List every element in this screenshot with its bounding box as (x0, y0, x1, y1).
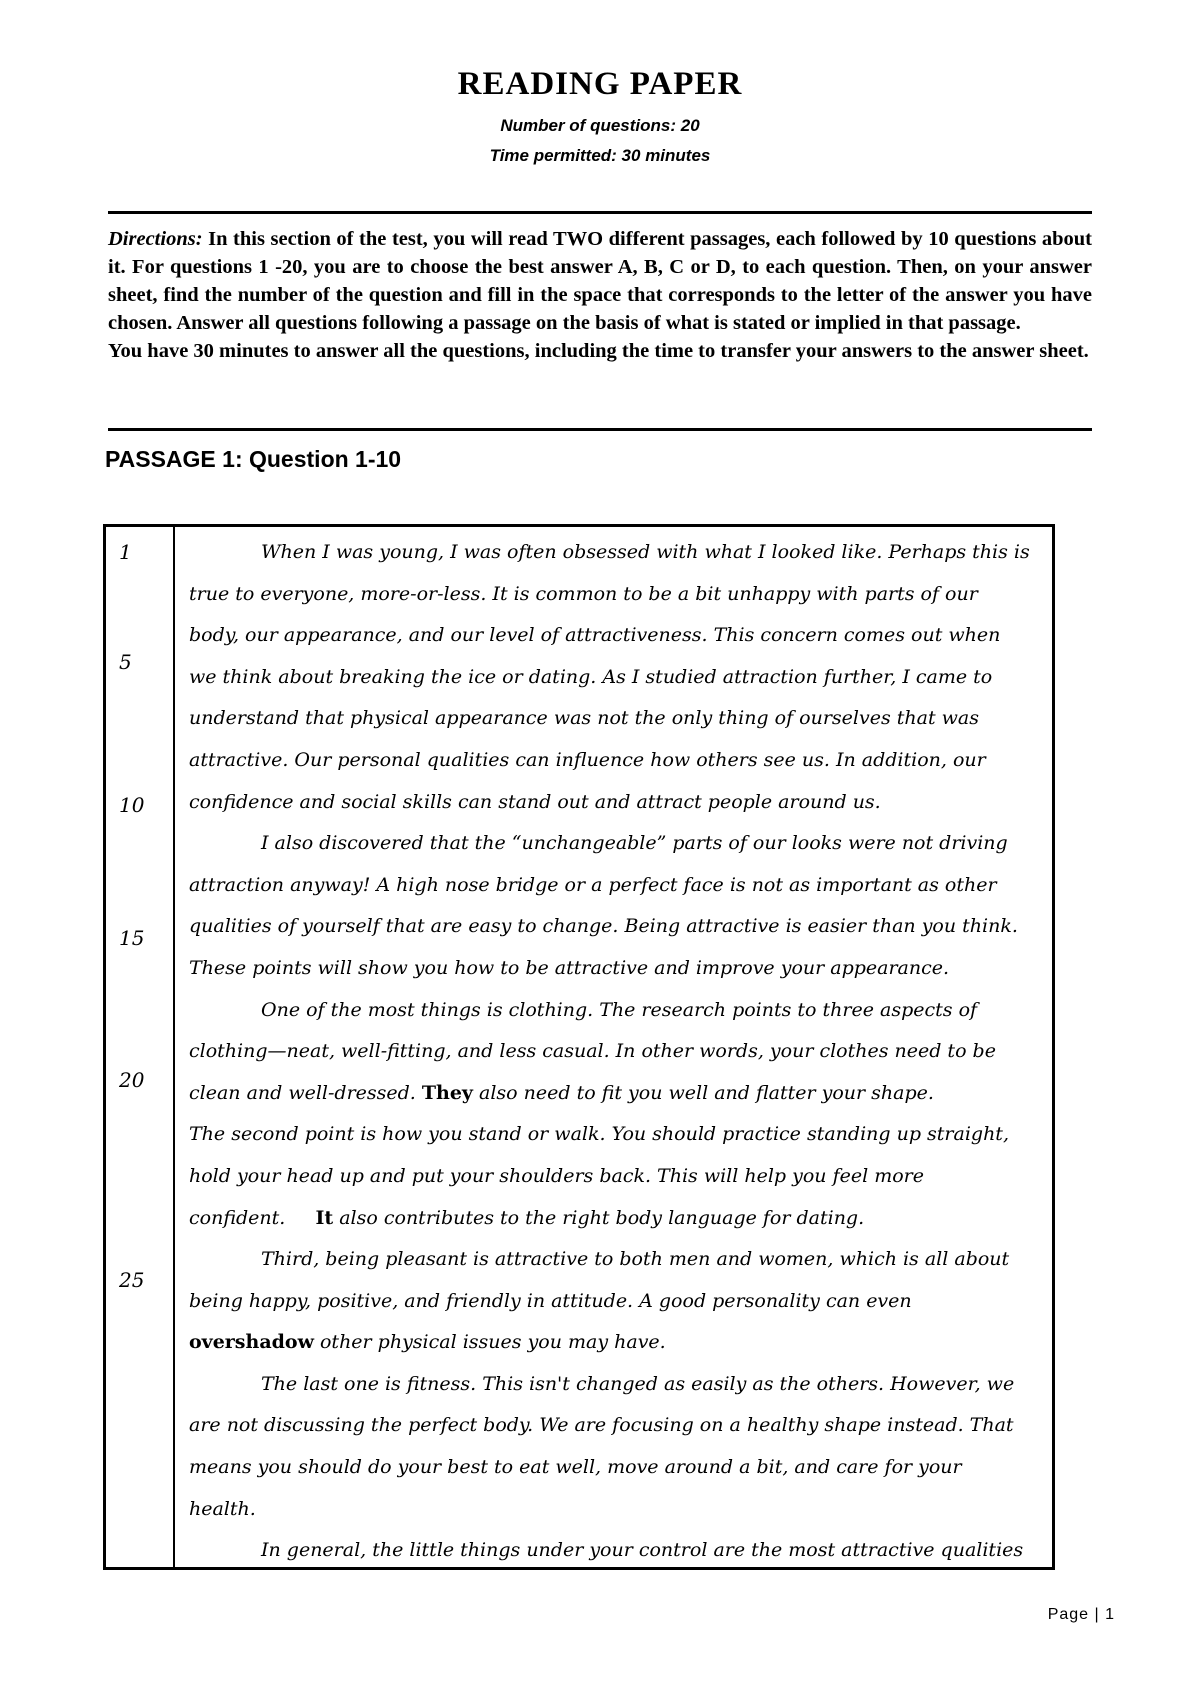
passage-line-text: confident. (189, 1206, 316, 1229)
page-title: READING PAPER (457, 66, 743, 102)
passage-line (189, 1073, 1038, 1115)
passage-line-text: other physical issues you may have. (313, 1331, 666, 1354)
passage-line-text: Third, being pleasant is attractive to both men and women, which is all about (261, 1248, 1010, 1271)
passage-line-text: understand that physical appearance was not the only thing of ourselves that was (189, 707, 979, 730)
bold-term: overshadow (189, 1331, 314, 1354)
passage-line (189, 657, 1038, 699)
subtitle-number-of-questions: Number of questions: 20 (500, 116, 700, 135)
line-number-marker: 1 (119, 540, 132, 564)
passage-line (189, 1405, 1038, 1447)
passage-line-text: These points will show you how to be attractive and improve your appearance. (189, 956, 950, 979)
line-number-marker: 10 (119, 793, 145, 817)
passage-1-heading: PASSAGE 1: Question 1-10 (105, 446, 402, 472)
passage-line (189, 1447, 1038, 1489)
directions-paragraph-2: You have 30 minutes to answer all the questions, including the time to transfer your answers to the answer sheet. (108, 340, 1089, 362)
passage-line-text: true to everyone, more-or-less. It is common to be a bit unhappy with parts of our (189, 582, 978, 605)
directions-text-1: In this section of the test, you will read TWO different passages, each followed by 10 questions about it. For questions 1 -20, you are to choose the best answer A, B, C or D, to each question. Then, on your answer sheet, find the number of the question and fill in the space that corresponds to the letter of the answer you have chosen. Answer all questions following a passage on the basis of what is stated or implied in that passage. (108, 228, 1092, 334)
passage-text-column (175, 527, 1052, 1567)
passage-line-text: In general, the little things under your control are the most attractive qualities (261, 1539, 1024, 1562)
passage-line-text: are not discussing the perfect body. We are focusing on a healthy shape instead. That (189, 1414, 1014, 1437)
bold-term: It (315, 1206, 334, 1229)
passage-line (189, 1156, 1038, 1198)
passage-line (189, 782, 1038, 824)
passage-line-text: attractive. Our personal qualities can influence how others see us. In addition, our (189, 748, 986, 771)
bold-term: They (421, 1081, 473, 1104)
passage-line-text: qualities of yourself that are easy to change. Being attractive is easier than you think. (189, 915, 1018, 938)
passage-line-text: health. (189, 1497, 256, 1520)
passage-line (189, 1489, 1038, 1531)
passage-line (189, 1198, 1038, 1240)
passage-table (103, 524, 1055, 1570)
horizontal-rule-bottom (108, 428, 1092, 431)
passage-line-text: hold your head up and put your shoulders back. This will help you feel more (189, 1164, 924, 1187)
passage-line (189, 615, 1038, 657)
passage-line-text: I also discovered that the “unchangeable” parts of our looks were not driving (261, 832, 1008, 855)
passage-line-text: The last one is fitness. This isn't changed as easily as the others. However, we (261, 1372, 1015, 1395)
passage-line (189, 1031, 1038, 1073)
passage-line-text: clothing—neat, well-fitting, and less casual. In other words, your clothes need to be (189, 1040, 996, 1063)
passage-line (189, 1281, 1038, 1323)
passage-line-text: also need to fit you well and flatter your shape. (472, 1081, 934, 1104)
passage-line (189, 948, 1038, 990)
passage-line-text: being happy, positive, and friendly in attitude. A good personality can even (189, 1289, 912, 1312)
line-number-marker: 25 (119, 1268, 145, 1292)
page-number-footer: Page | 1 (1047, 1606, 1115, 1623)
passage-line (189, 698, 1038, 740)
line-number-column (106, 527, 175, 1567)
directions-label: Directions: (108, 228, 203, 250)
subtitle-time-permitted: Time permitted: 30 minutes (489, 146, 711, 165)
directions-block (108, 225, 1092, 365)
line-number-marker: 15 (119, 926, 145, 950)
passage-line-text: body, our appearance, and our level of attractiveness. This concern comes out when (189, 624, 1001, 647)
passage-line (189, 1322, 1038, 1364)
horizontal-rule-top (108, 211, 1092, 214)
line-number-marker: 5 (119, 650, 132, 674)
passage-line-text: clean and well-dressed. (189, 1081, 422, 1104)
passage-line-text: When I was young, I was often obsessed with what I looked like. Perhaps this is (261, 541, 1030, 563)
passage-line-text: confidence and social skills can stand out and attract people around us. (189, 790, 881, 813)
passage-line (189, 1114, 1038, 1156)
passage-line (189, 532, 1038, 574)
passage-line (189, 906, 1038, 948)
passage-line-text: One of the most things is clothing. The research points to three aspects of (261, 998, 978, 1021)
passage-line-text: means you should do your best to eat well, move around a bit, and care for your (189, 1456, 962, 1479)
passage-line (189, 1364, 1038, 1406)
passage-line-text: attraction anyway! A high nose bridge or a perfect face is not as important as other (189, 873, 997, 896)
passage-line-text: we think about breaking the ice or dating. As I studied attraction further, I came to (189, 665, 993, 688)
passage-line (189, 823, 1038, 865)
passage-line-text: also contributes to the right body language for dating. (333, 1206, 865, 1229)
passage-line (189, 1530, 1038, 1567)
passage-line (189, 865, 1038, 907)
directions-paragraph-1 (108, 225, 1092, 337)
passage-line (189, 990, 1038, 1032)
passage-line (189, 740, 1038, 782)
line-number-marker: 20 (119, 1068, 145, 1092)
passage-line (189, 1239, 1038, 1281)
passage-line (189, 574, 1038, 616)
passage-line-text: The second point is how you stand or walk. You should practice standing up straight, (189, 1123, 1009, 1146)
